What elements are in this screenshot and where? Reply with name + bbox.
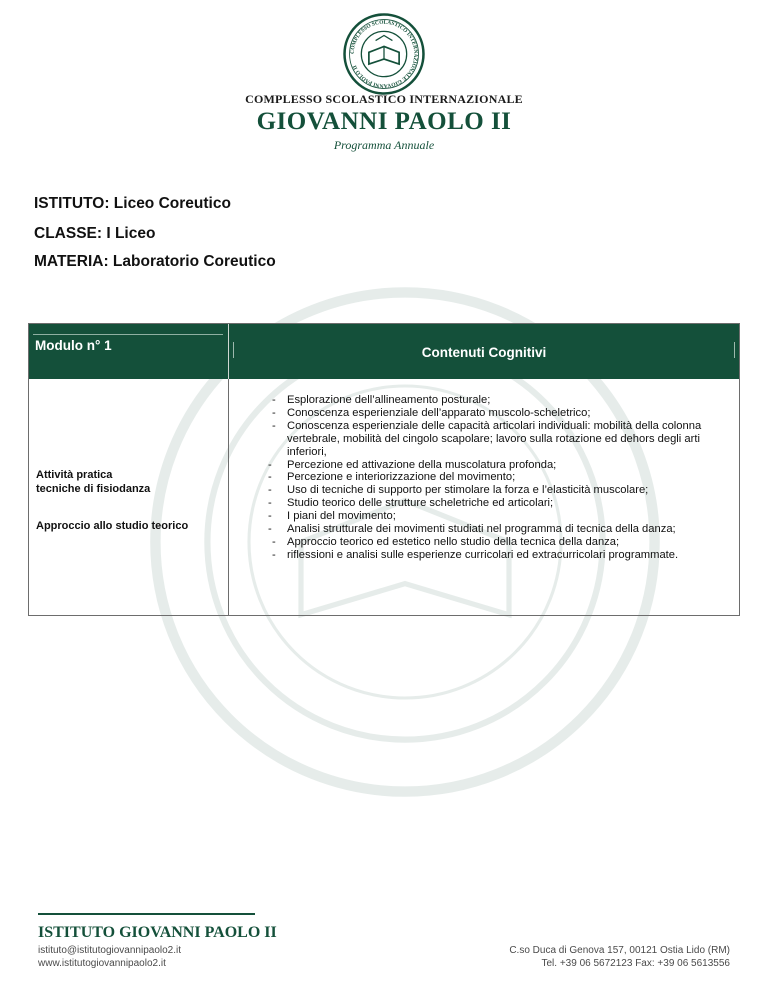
materia-label: MATERIA: Laboratorio Coreutico xyxy=(34,253,276,270)
theory-label: Approccio allo studio teorico xyxy=(36,520,189,532)
istituto-label: ISTITUTO: Liceo Coreutico xyxy=(34,195,231,212)
footer-email: istituto@istitutogiovannipaolo2.it xyxy=(38,945,182,956)
table-header xyxy=(29,324,739,379)
list-item: - Conoscenza esperienziale delle capacità articolari individuali: mobilità della colonna vertebrale, mobilità del cingolo scapolare; lavoro sulla rotazione ed dehors degli arti inferiori, xyxy=(272,419,702,458)
activity-line-2: tecniche di fisiodanza xyxy=(36,483,151,495)
activity-line-1: Attività pratica xyxy=(36,469,113,481)
footer-rule xyxy=(38,913,255,915)
contents-header-label: Contenuti Cognitivi xyxy=(421,345,547,360)
org-title: GIOVANNI PAOLO II xyxy=(256,108,512,135)
module-header-label: Modulo n° 1 xyxy=(35,338,112,353)
list-item: - riflessioni e analisi sulle esperienze curricolari ed extracurricolari programmate. xyxy=(272,548,679,561)
footer-address: C.so Duca di Genova 157, 00121 Ostia Lido (RM) xyxy=(509,945,730,956)
footer-phone: Tel. +39 06 5672123 Fax: +39 06 5613556 xyxy=(541,958,730,969)
document-caption: Programma Annuale xyxy=(333,138,435,152)
list-item: - Percezione ed attivazione della muscolatura profonda; xyxy=(268,458,557,471)
classe-label: CLASSE: I Liceo xyxy=(34,225,156,242)
list-item: - Approccio teorico ed estetico nello studio della tecnica della danza; xyxy=(272,535,620,548)
school-seal-logo-icon xyxy=(342,12,426,96)
footer-website: www.istitutogiovannipaolo2.it xyxy=(38,958,166,969)
contents-list xyxy=(268,394,727,562)
list-item: - Analisi strutturale dei movimenti studiati nel programma di tecnica della danza; xyxy=(268,523,676,536)
activity-label xyxy=(36,468,150,496)
list-item: - Esplorazione dell’allineamento posturale; xyxy=(272,394,491,406)
org-subtitle: COMPLESSO SCOLASTICO INTERNAZIONALE xyxy=(245,92,523,106)
header-cell-module xyxy=(29,324,229,379)
list-item: - Uso di tecniche di supporto per stimolare la forza e l’elasticità muscolare; xyxy=(268,484,649,497)
list-item: - Studio teorico delle strutture scheletriche ed articolari; xyxy=(268,497,554,510)
module-cell xyxy=(29,379,228,615)
header-cell-contents xyxy=(229,324,739,379)
footer-title: ISTITUTO GIOVANNI PAOLO II xyxy=(38,924,277,941)
contents-cell xyxy=(229,379,739,615)
list-item: - Percezione e interiorizzazione del movimento; xyxy=(268,471,516,484)
header-rule xyxy=(33,334,223,335)
svg-text:COMPLESSO SCOLASTICO INTERNAZI: COMPLESSO SCOLASTICO INTERNAZIONALE GIOVANNI PAOLO II xyxy=(349,19,419,89)
program-table xyxy=(28,323,740,616)
list-item: - I piani del movimento; xyxy=(268,510,396,523)
list-item: - Conoscenza esperienziale dell’apparato muscolo-scheletrico; xyxy=(272,406,591,419)
